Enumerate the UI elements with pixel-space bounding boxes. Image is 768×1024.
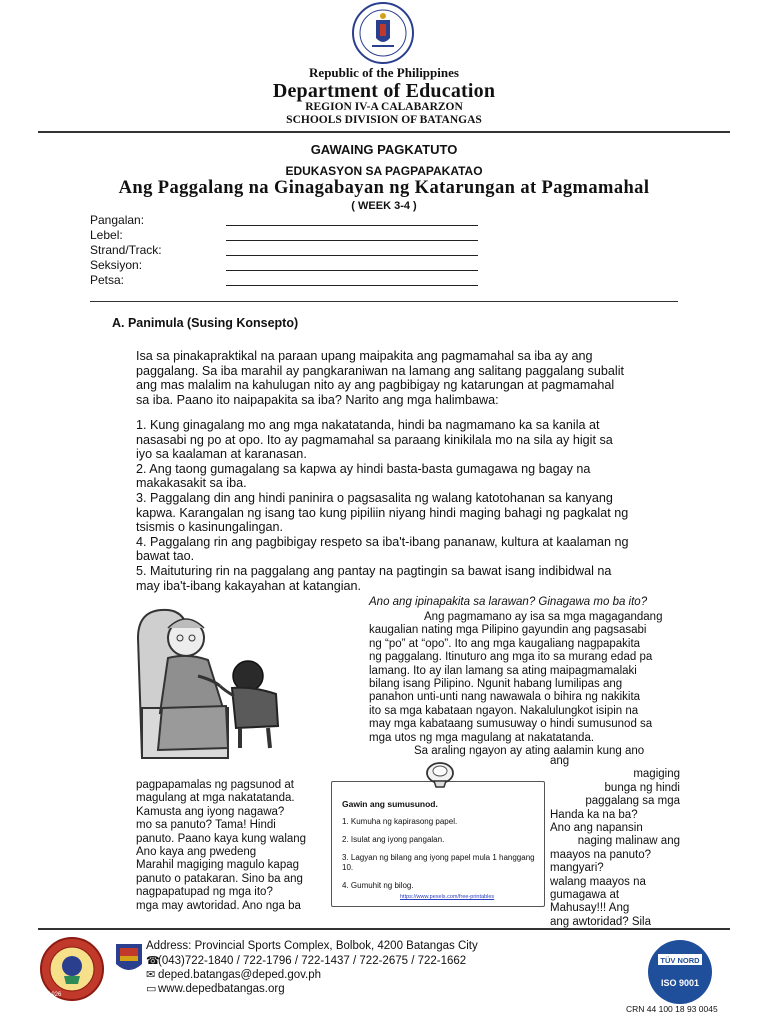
tuv-label: TÜV NORD xyxy=(660,956,700,965)
phone-icon: ☎ xyxy=(146,955,160,967)
text-line: ang awtoridad? Sila xyxy=(550,915,652,928)
computer-icon: ▭ xyxy=(146,983,157,995)
deped-seal-logo xyxy=(340,2,426,64)
form-field-pangalan[interactable] xyxy=(90,213,490,228)
text-line: kapwa. Karangalan ng isang tao kung pipiliin niyang hindi maging bahagi ng pagkalat ng xyxy=(136,505,629,520)
activity-label: GAWAING PAGKATUTO xyxy=(310,142,458,157)
card-item: 4. Gumuhit ng bilog. xyxy=(342,881,414,890)
text-line: Ano ang napansin xyxy=(550,822,643,835)
division-label: SCHOOLS DIVISION OF BATANGAS xyxy=(286,114,482,126)
text-line: sa iba. Paano ito naipapakita sa iba? Narito ang mga halimbawa: xyxy=(136,392,499,407)
republic-label: Republic of the Philippines xyxy=(309,65,459,80)
text-line: Ang pagmamano ay isa sa mga magagandang xyxy=(424,611,663,623)
text-line: mga may awtoridad. Ano nga ba xyxy=(136,899,301,912)
text-line: bilang isang Pilipino. Ngunit habang lumilipas ang xyxy=(369,678,623,691)
text-line: pagpapamalas ng pagsunod at xyxy=(136,779,294,791)
text-line: Kamusta ang iyong nagawa? xyxy=(136,805,285,818)
left-wrap-text xyxy=(136,779,324,913)
text-line: ang xyxy=(550,755,570,767)
text-line: magulang at mga nakatatanda. xyxy=(136,792,295,805)
picture-question: Ano ang ipinapakita sa larawan? Ginagawa mo ba ito? xyxy=(369,596,648,608)
text-line: paggalang. Sa iba marahil ay pangkaraniwan na lamang ang salitang paggalang subalit xyxy=(136,363,625,378)
form-field-line[interactable] xyxy=(226,240,478,241)
form-divider xyxy=(90,301,678,302)
text-line: mga utos ng mga magulang at nakatatanda. xyxy=(369,731,595,744)
section-a-heading: A. Panimula (Susing Konsepto) xyxy=(112,316,299,330)
footer-address: Address: Provincial Sports Complex, Bolbok, 4200 Batangas City xyxy=(146,940,478,952)
text-line: lamang. Ito ay ilan lamang sa ating maipagmamalaki xyxy=(369,664,637,677)
form-field-line[interactable] xyxy=(226,270,478,271)
text-line: 3. Paggalang din ang hindi paninira o pagsasalita ng walang katotohanan sa kanyang xyxy=(136,490,613,505)
text-line: 4. Paggalang rin ang pagbibigay respeto sa iba't-ibang pananaw, kultura at kaalaman ng xyxy=(136,534,629,549)
text-line: maayos na panuto? xyxy=(550,848,652,861)
text-line: iyo sa kaalaman at karanasan. xyxy=(136,447,307,462)
text-line: 2. Ang taong gumagalang sa kapwa ay hindi basta-basta gumagawa ng bagay na xyxy=(136,461,591,476)
website-text[interactable]: www.depedbatangas.org xyxy=(158,983,285,995)
form-field-strand[interactable] xyxy=(90,243,490,258)
text-line: nasasabi ng po at opo. Ito ay pagmamahal sa paraang kinikilala mo na sila ay higit sa xyxy=(136,432,613,447)
text-line: 1. Kung ginagalang mo ang mga nakatatanda, hindi ba nagmamano ka sa kanila at xyxy=(136,418,600,432)
footer-divider xyxy=(38,928,730,930)
text-line: makakasakit sa iba. xyxy=(136,476,247,491)
examples-list xyxy=(136,418,677,593)
form-field-label: Petsa: xyxy=(90,273,125,287)
iso-label: ISO 9001 xyxy=(660,978,700,988)
intro-paragraph xyxy=(136,349,677,407)
logo-year: 1926 xyxy=(48,992,62,998)
source-link[interactable]: https://www.pexels.com/free-printables xyxy=(400,894,495,900)
text-line: Ano kaya ang pwedeng xyxy=(136,846,257,859)
text-line: Sa araling ngayon ay ating aalamin kung ano xyxy=(414,745,645,758)
footer-phone xyxy=(146,954,466,967)
text-line: mo sa panuto? Tama! Hindi xyxy=(136,819,276,832)
text-line: tsismis o kasinungalingan. xyxy=(136,520,284,535)
lesson-title: Ang Paggalang na Ginagabayan ng Katarungan at Pagmamahal xyxy=(118,178,650,198)
form-field-label: Lebel: xyxy=(90,228,123,242)
email-icon: ✉ xyxy=(146,969,156,981)
text-line: may iba't-ibang kakayahan at katangian. xyxy=(136,578,362,593)
crn-number: CRN 44 100 18 93 0045 xyxy=(626,1004,718,1014)
text-line: Marahil magiging magulo kapag xyxy=(136,859,300,872)
text-line: bunga ng hindi xyxy=(604,781,680,794)
subject-label: EDUKASYON SA PAGPAPAKATAO xyxy=(285,164,483,178)
text-line: Isa sa pinakapraktikal na paraan upang maipakita ang pagmamahal sa iba ay ang xyxy=(136,349,593,363)
footer-website[interactable] xyxy=(146,982,285,995)
phone-text: (043)722-1840 / 722-1796 / 722-1437 / 722-2675 / 722-1662 xyxy=(158,955,467,967)
text-line: Mahusay!!! Ang xyxy=(550,902,630,915)
text-line: bawat tao. xyxy=(136,549,195,564)
instruction-card xyxy=(331,781,545,907)
text-line: ng paggalang. Itinuturo ang mga ito sa murang edad pa xyxy=(369,651,653,664)
text-line: panuto o patakaran. Sino ba ang xyxy=(136,872,303,885)
text-line: nagpapatupad ng mga ito? xyxy=(136,886,273,899)
text-line: mangyari? xyxy=(550,862,604,875)
tuv-nord-iso-logo xyxy=(640,938,720,1008)
form-field-lebel[interactable] xyxy=(90,228,490,243)
text-line: walang maayos na xyxy=(550,875,646,888)
week-label: ( WEEK 3-4 ) xyxy=(351,200,417,212)
text-line: panahon unti-unti nang nawawala o bihira ng nakikita xyxy=(369,691,641,704)
form-field-line[interactable] xyxy=(226,255,478,256)
pagmamano-illustration xyxy=(128,598,298,770)
deped-badge-icon xyxy=(114,940,144,976)
form-field-label: Strand/Track: xyxy=(90,243,162,257)
header-divider xyxy=(38,131,730,133)
region-label: REGION IV-A CALABARZON xyxy=(305,101,463,113)
text-line: kaugalian nating mga Pilipino gayundin ang pagsasabi xyxy=(369,624,647,637)
text-line: ang mas malalim na kahulugan nito ay ang pagbibigay ng katarungan at pagmamahal xyxy=(136,378,615,393)
department-title: Department of Education xyxy=(272,80,496,102)
text-line: 5. Maituturing rin na paggalang ang pantay na pagtingin sa bawat isang indibidwal na xyxy=(136,563,612,578)
text-line: ito sa mga kabataan ngayon. Nakalulungkot isipin na xyxy=(369,704,639,717)
text-line: panuto. Paano kaya kung walang xyxy=(136,832,307,845)
footer-email[interactable] xyxy=(146,968,321,981)
text-line: paggalang sa mga xyxy=(585,795,680,808)
text-line: gumagawa at xyxy=(550,889,620,902)
text-line: may mga kabataang sumusuway o hindi sumusunod sa xyxy=(369,718,653,731)
text-line: ng “po” at “opo”. Ito ang mga kaugaliang nagpapakita xyxy=(369,637,641,650)
pushpin-icon xyxy=(420,760,460,794)
text-line: Handa ka na ba? xyxy=(550,808,638,821)
text-line: naging malinaw ang xyxy=(577,835,680,848)
form-field-line[interactable] xyxy=(226,285,478,286)
email-text[interactable]: deped.batangas@deped.gov.ph xyxy=(158,969,322,981)
form-field-petsa[interactable] xyxy=(90,273,490,288)
form-field-label: Pangalan: xyxy=(90,213,145,227)
card-item: 3. Lagyan ng bilang ang iyong papel mula 1 hanggang 10. xyxy=(342,853,535,872)
text-line: magiging xyxy=(633,768,680,781)
card-heading: Gawin ang sumusunod. xyxy=(342,799,438,809)
right-wrap-text xyxy=(550,755,680,929)
form-field-seksiyon[interactable] xyxy=(90,258,490,273)
form-field-line[interactable] xyxy=(226,225,478,226)
pagmamano-paragraph xyxy=(369,611,679,758)
card-item: 1. Kumuha ng kapirasong papel. xyxy=(342,817,458,826)
form-field-label: Seksiyon: xyxy=(90,258,143,272)
card-item: 2. Isulat ang iyong pangalan. xyxy=(342,835,445,844)
